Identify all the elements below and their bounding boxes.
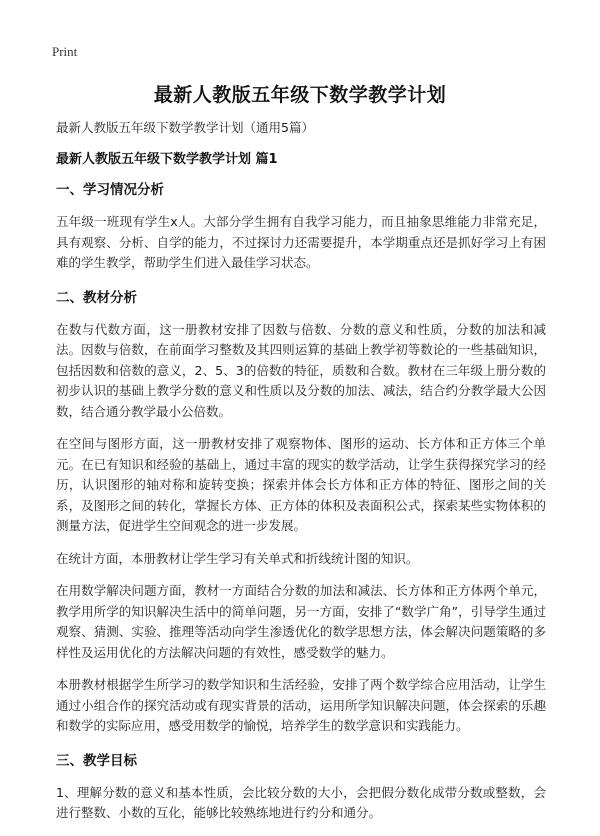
paragraph: 在用数学解决问题方面，教材一方面结合分数的加法和减法、长方体和正方体两个单元，教学用所学的知识解决生活中的简单问题，另一方面，安排了“数学广角”，引导学生通过观察、猜测、实验、推理等活动向学生渗透优化的数学思想方法，体会解决问题策略的多样性及运用优化的方法解决问题的有效性，感受数学的魅力。 [56, 583, 546, 660]
section-learning-analysis [56, 180, 546, 274]
section-heading: 二、教材分析 [56, 289, 137, 306]
paragraph: 五年级一班现有学生x人。大部分学生拥有自我学习能力，而且抽象思维能力非常充足，具有观察、分析、自学的能力，不过探讨力还需要提升，本学期重点还是抓好学习上有困难的学生教学，帮助学生们进入最佳学习状态。 [56, 214, 546, 270]
section-heading: 三、教学目标 [56, 752, 137, 769]
section-textbook-analysis [56, 288, 546, 737]
document-title: 最新人教版五年级下数学教学计划 [153, 84, 447, 106]
section-teaching-goals [56, 751, 546, 824]
document-subtitle: 最新人教版五年级下数学教学计划（通用5篇） [56, 120, 314, 135]
section-heading: 一、学习情况分析 [56, 182, 164, 198]
paragraph: 在统计方面，本册教材让学生学习有关单式和折线统计图的知识。 [56, 550, 419, 566]
paragraph: 本册教材根据学生所学习的数学知识和生活经验，安排了两个数学综合应用活动，让学生通过小组合作的探究活动或有现实背景的活动，运用所学知识解决问题，体会探索的乐趣和数学的实际应用，感受用数学的愉悦，培养学生的数学意识和实践能力。 [56, 677, 546, 733]
document-body [56, 118, 546, 836]
paragraph: 1、理解分数的意义和基本性质，会比较分数的大小，会把假分数化成带分数或整数，会进行整数、小数的互化，能够比较熟练地进行约分和通分。 [56, 784, 546, 820]
paragraph: 在数与代数方面，这一册教材安排了因数与倍数、分数的意义和性质，分数的加法和减法。因数与倍数，在前面学习整数及其四则运算的基础上教学初等数论的一些基础知识，包括因数和倍数的意义，2、5、3的倍数的特征，质数和合数。教材在三年级上册分数的初步认识的基础上教学分数的意义和性质以及分数的加法、减法，结合约分教学最大公因数，结合通分教学最小公倍数。 [56, 321, 546, 419]
print-label[interactable]: Print [52, 44, 78, 59]
piece-title: 最新人教版五年级下数学教学计划 篇1 [56, 152, 278, 167]
paragraph: 在空间与图形方面，这一册教材安排了观察物体、图形的运动、长方体和正方体三个单元。在已有知识和经验的基础上，通过丰富的现实的数学活动，让学生获得探究学习的经历，认识图形的轴对称和旋转变换；探索并体会长方体和正方体的特征、图形之间的关系，及图形之间的转化，掌握长方体、正方体的体积及表面积公式，探索某些实物体积的测量方法，促进学生空间观念的进一步发展。 [56, 436, 546, 533]
